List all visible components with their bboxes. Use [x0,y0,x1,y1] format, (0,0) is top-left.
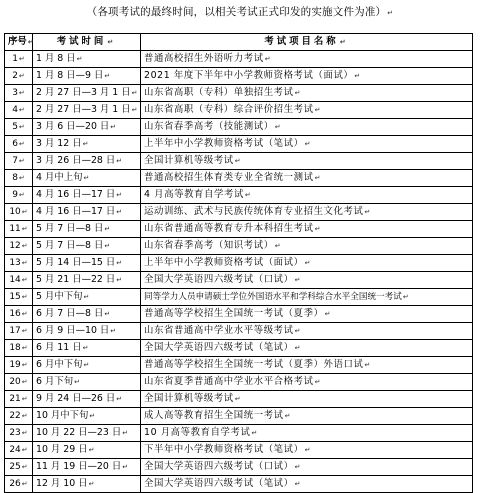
row-time-cell-text: 12 月 10 日 [36,478,88,489]
row-name-cell-text: 全国大学英语四六级考试（口试） [144,274,294,285]
row-name-cell [141,272,473,289]
row-time-cell-text: 10 月中下旬 [36,410,89,421]
row-time-cell [33,170,141,187]
row-time-cell [33,85,141,102]
row-name-cell-text: 山东省高职（专科）综合评价招生考试 [144,104,314,115]
row-time-cell [33,476,141,493]
paragraph-mark-icon: ↵ [314,378,322,386]
row-time-cell-text: 10 月 22 日—23 日 [36,427,122,438]
paragraph-mark-icon: ↵ [110,327,117,335]
row-num-cell [5,476,33,493]
row-num-cell [5,187,33,204]
row-time-cell-text: 1 月 8 日—9 日 [36,70,104,81]
paragraph-mark-icon: ↵ [314,174,322,182]
row-name-cell [141,85,473,102]
row-num-cell [5,119,33,136]
paragraph-mark-icon: ↵ [21,207,28,216]
row-name-cell-text: 普通高校招生体育类专业全省统一测试 [144,172,314,183]
paragraph-mark-icon: ↵ [284,412,292,420]
paragraph-mark-icon: ↵ [21,394,28,403]
paragraph-mark-icon: ↵ [21,445,28,454]
row-time-cell-text: 5 月 7 日—8 日 [36,223,104,234]
paragraph-mark-icon: ↵ [76,55,83,63]
paragraph-mark-icon: ↵ [304,446,312,454]
paragraph-mark-icon: ↵ [18,54,25,63]
paragraph-mark-icon: ↵ [104,72,111,80]
header-name: 考试项目名称↵ [141,34,473,51]
paragraph-mark-icon: ↵ [104,310,111,318]
row-num-cell-text: 20 [9,376,21,387]
row-name-cell [141,425,473,442]
row-time-cell [33,272,141,289]
table-row [5,255,473,272]
paragraph-mark-icon: ↵ [18,156,25,165]
row-name-cell [141,306,473,323]
row-name-cell-text: 上半年中小学教师资格考试（笔试） [144,138,304,149]
row-name-cell [141,476,473,493]
row-num-cell [5,136,33,153]
row-name-cell-text: 山东省普通高中学业水平等级考试 [144,325,294,336]
row-name-cell [141,340,473,357]
table-row [5,408,473,425]
row-name-cell-text: 成人高等教育招生全国统一考试 [144,410,284,421]
paragraph-mark-icon: ↵ [122,429,129,437]
paragraph-mark-icon: ↵ [122,463,129,471]
table-row [5,323,473,340]
paragraph-mark-icon: ↵ [18,190,25,199]
row-num-cell [5,272,33,289]
paragraph-mark-icon: ↵ [21,377,28,386]
row-num-cell-text: 4 [12,104,18,115]
row-time-cell-text: 3 月 12 日 [36,138,82,149]
row-name-cell-text: 同等学力人员申请硕士学位外国语水平和学科综合水平全国统一考试 [144,291,402,302]
paragraph-mark-icon: ↵ [21,428,28,437]
table-row [5,102,473,119]
row-num-cell [5,289,33,306]
table-row [5,425,473,442]
paragraph-mark-icon: ↵ [88,446,95,454]
paragraph-mark-icon: ↵ [116,276,123,284]
paragraph-mark-icon: ↵ [21,309,28,318]
row-name-cell-text: 普通高等学校招生全国统一考试（夏季） [144,308,324,319]
row-num-cell [5,51,33,68]
paragraph-mark-icon: ↵ [21,479,28,488]
row-name-cell [141,408,473,425]
paragraph-mark-icon: ↵ [116,395,123,403]
row-name-cell-text: 上半年中小学教师资格考试（面试） [144,257,304,268]
row-name-cell-text: 4 月高等教育自学考试 [144,189,244,200]
paragraph-mark-icon: ↵ [21,224,28,233]
row-num-cell-text: 14 [9,274,21,285]
row-num-cell [5,442,33,459]
paragraph-mark-icon: ↵ [264,55,272,63]
paragraph-mark-icon: ↵ [314,106,322,114]
paragraph-mark-icon: ↵ [304,259,312,267]
row-num-cell [5,221,33,238]
row-time-cell-text: 2 月 27 日—3 月 1 日 [36,87,131,98]
table-row [5,170,473,187]
row-time-cell-text: 3 月 6 日—20 日 [36,121,110,132]
note-text: （各项考试的最终时间，以相关考试正式印发的实施文件为准） [86,6,387,18]
row-name-cell-text: 全国计算机等级考试 [144,155,234,166]
row-time-cell [33,51,141,68]
row-name-cell-text: 全国大学英语四六级考试（笔试） [144,478,294,489]
row-name-cell [141,119,473,136]
row-num-cell-text: 21 [9,393,21,404]
row-name-cell-text: 山东省高职（专科）单独招生考试 [144,87,294,98]
row-name-cell-text: 下半年中小学教师资格考试（笔试） [144,444,304,455]
row-name-cell-text: 全国大学英语四六级考试（口试） [144,461,294,472]
paragraph-mark-icon: ↵ [21,275,28,284]
paragraph-mark-icon: ↵ [18,139,25,148]
table-row [5,391,473,408]
row-num-cell-text: 18 [9,342,21,353]
row-num-cell-text: 1 [12,53,18,64]
row-name-cell-text: 山东省春季高考（知识考试） [144,240,274,251]
row-time-cell-text: 6 月 7 日—8 日 [36,308,104,319]
row-name-cell [141,68,473,85]
paragraph-mark-icon: ↵ [83,361,90,369]
paragraph-mark-icon: ↵ [387,9,394,17]
row-name-cell [141,442,473,459]
row-name-cell [141,323,473,340]
row-time-cell-text: 6 月中下旬 [36,359,83,370]
row-time-cell-text: 2 月 27 日—3 月 1 日 [36,104,131,115]
row-time-cell-text: 5 月 7 日—8 日 [36,240,104,251]
paragraph-mark-icon: ↵ [104,242,111,250]
table-row [5,187,473,204]
table-row [5,459,473,476]
row-time-cell [33,187,141,204]
paragraph-mark-icon: ↵ [131,89,138,97]
row-num-cell-text: 7 [12,155,18,166]
row-name-cell [141,170,473,187]
row-time-cell [33,340,141,357]
row-time-cell-text: 4 月中上旬 [36,172,83,183]
row-time-cell [33,204,141,221]
row-num-cell-text: 24 [9,444,21,455]
row-name-cell [141,357,473,374]
row-num-cell [5,391,33,408]
paragraph-mark-icon: ↵ [294,327,302,335]
row-time-cell-text: 11 月 19 日—20 日 [36,461,122,472]
row-num-cell [5,255,33,272]
table-row [5,357,473,374]
row-name-cell [141,204,473,221]
row-num-cell [5,238,33,255]
row-num-cell [5,204,33,221]
paragraph-mark-icon: ↵ [324,310,332,318]
table-header-row [5,34,473,51]
paragraph-mark-icon: ↵ [116,191,123,199]
row-time-cell [33,459,141,476]
table-row [5,119,473,136]
row-time-cell [33,119,141,136]
paragraph-mark-icon: ↵ [89,412,96,420]
paragraph-mark-icon: ↵ [402,292,409,301]
paragraph-mark-icon: ↵ [244,191,252,199]
row-num-cell [5,68,33,85]
table-row [5,136,473,153]
table-row [5,340,473,357]
paragraph-mark-icon: ↵ [88,480,95,488]
row-time-cell [33,442,141,459]
row-time-cell-text: 9 月 24 日—26 日 [36,393,116,404]
row-name-cell-text: 运动训练、武术与民族传统体育专业招生文化考试 [144,206,364,217]
paragraph-mark-icon: ↵ [18,71,25,80]
row-time-cell-text: 10 月 29 日 [36,444,88,455]
row-num-cell [5,306,33,323]
row-num-cell-text: 17 [9,325,21,336]
row-name-cell-text: 10 月高等教育自学考试 [144,427,251,438]
paragraph-mark-icon: ↵ [294,463,302,471]
document-note [0,4,480,19]
paragraph-mark-icon: ↵ [274,242,282,250]
paragraph-mark-icon: ↵ [314,225,322,233]
table-row [5,476,473,493]
row-name-cell [141,102,473,119]
row-name-cell-text: 普通高等学校招生全国统一考试（夏季）外语口试 [144,359,364,370]
row-time-cell [33,136,141,153]
paragraph-mark-icon: ↵ [234,395,242,403]
row-num-cell-text: 19 [9,359,21,370]
exam-schedule-table [4,33,473,493]
paragraph-mark-icon: ↵ [82,140,89,148]
table-row [5,51,473,68]
paragraph-mark-icon: ↵ [21,258,28,267]
paragraph-mark-icon: ↵ [364,208,371,216]
row-time-cell [33,374,141,391]
paragraph-mark-icon: ↵ [21,343,28,352]
paragraph-mark-icon: ↵ [21,462,28,471]
row-name-cell [141,51,473,68]
row-time-cell [33,238,141,255]
paragraph-mark-icon: ↵ [21,241,28,250]
row-num-cell-text: 26 [9,478,21,489]
paragraph-mark-icon: ↵ [21,326,28,335]
row-num-cell [5,357,33,374]
row-name-cell [141,136,473,153]
table-row [5,85,473,102]
paragraph-mark-icon: ↵ [294,89,302,97]
table-row [5,238,473,255]
row-num-cell-text: 11 [9,223,21,234]
row-name-cell [141,221,473,238]
row-num-cell-text: 25 [9,461,21,472]
paragraph-mark-icon: ↵ [116,259,123,267]
paragraph-mark-icon: ↵ [274,123,282,131]
row-num-cell-text: 15 [9,291,21,302]
paragraph-mark-icon: ↵ [18,88,25,97]
paragraph-mark-icon: ↵ [82,344,89,352]
row-num-cell [5,425,33,442]
paragraph-mark-icon: ↵ [131,106,138,114]
paragraph-mark-icon: ↵ [304,140,312,148]
row-num-cell [5,170,33,187]
row-num-cell [5,323,33,340]
row-name-cell-text: 山东省春季高考（技能测试） [144,121,274,132]
paragraph-mark-icon: ↵ [74,378,80,386]
row-time-cell-text: 4 月 16 日—17 日 [36,206,116,217]
row-num-cell-text: 12 [9,240,21,251]
row-name-cell [141,374,473,391]
row-time-cell [33,153,141,170]
row-time-cell-text: 4 月 16 日—17 日 [36,189,116,200]
row-name-cell-text: 山东省夏季普通高中学业水平合格考试 [144,376,314,387]
table-row [5,306,473,323]
row-time-cell [33,408,141,425]
paragraph-mark-icon: ↵ [294,480,302,488]
row-time-cell-text: 6 月 11 日 [36,342,82,353]
row-name-cell-text: 全国大学英语四六级考试（笔试） [144,342,294,353]
row-time-cell [33,306,141,323]
paragraph-mark-icon: ↵ [83,293,90,301]
row-time-cell [33,357,141,374]
row-num-cell-text: 23 [9,427,21,438]
row-time-cell [33,425,141,442]
row-num-cell [5,340,33,357]
row-time-cell [33,391,141,408]
paragraph-mark-icon: ↵ [83,174,90,182]
table-row [5,153,473,170]
row-num-cell [5,408,33,425]
row-name-cell [141,153,473,170]
paragraph-mark-icon: ↵ [21,292,28,301]
paragraph-mark-icon: ↵ [251,429,258,437]
row-name-cell [141,255,473,272]
table-row [5,204,473,221]
row-name-cell [141,238,473,255]
header-num: 序号↵ [5,34,33,51]
row-time-cell-text: 1 月 8 日 [36,53,76,64]
paragraph-mark-icon: ↵ [21,360,28,369]
paragraph-mark-icon: ↵ [21,411,28,420]
row-time-cell [33,323,141,340]
row-num-cell [5,459,33,476]
row-num-cell-text: 6 [12,138,18,149]
row-name-cell [141,391,473,408]
paragraph-mark-icon: ↵ [110,123,117,131]
row-num-cell-text: 13 [9,257,21,268]
row-time-cell [33,289,141,306]
paragraph-mark-icon: ↵ [116,157,123,165]
row-num-cell-text: 5 [12,121,18,132]
row-num-cell [5,102,33,119]
paragraph-mark-icon: ↵ [294,276,302,284]
row-name-cell-text: 2021 年度下半年中小学教师资格考试（面试） [144,70,354,81]
row-time-cell [33,68,141,85]
row-num-cell [5,374,33,391]
row-time-cell-text: 6 月下旬 [36,376,74,387]
row-name-cell-text: 山东省普通高等教育专升本科招生考试 [144,223,314,234]
paragraph-mark-icon: ↵ [18,173,25,182]
table-row [5,221,473,238]
table-row [5,374,473,391]
paragraph-mark-icon: ↵ [354,72,361,80]
paragraph-mark-icon: ↵ [116,208,123,216]
row-time-cell-text: 5 月中下旬 [36,291,83,302]
paragraph-mark-icon: ↵ [234,157,242,165]
row-num-cell [5,85,33,102]
row-num-cell-text: 9 [12,189,18,200]
paragraph-mark-icon: ↵ [18,105,25,114]
row-name-cell [141,187,473,204]
row-time-cell [33,221,141,238]
row-time-cell-text: 6 月 9 日—10 日 [36,325,110,336]
row-name-cell-text: 全国计算机等级考试 [144,393,234,404]
row-time-cell-text: 5 月 14 日—15 日 [36,257,116,268]
table-row [5,289,473,306]
row-time-cell-text: 5 月 21 日—22 日 [36,274,116,285]
header-time: 考试时间↵ [33,34,141,51]
row-name-cell [141,289,473,306]
row-num-cell-text: 16 [9,308,21,319]
row-num-cell-text: 3 [12,87,18,98]
paragraph-mark-icon: ↵ [104,225,111,233]
table-row [5,442,473,459]
row-num-cell-text: 10 [9,206,21,217]
paragraph-mark-icon: ↵ [364,361,371,369]
row-name-cell [141,459,473,476]
row-num-cell-text: 8 [12,172,18,183]
row-num-cell [5,153,33,170]
row-time-cell-text: 3 月 26 日—28 日 [36,155,116,166]
table-row [5,272,473,289]
row-name-cell-text: 普通高校招生外语听力考试 [144,53,264,64]
paragraph-mark-icon: ↵ [294,344,302,352]
paragraph-mark-icon: ↵ [18,122,25,131]
row-num-cell-text: 22 [9,410,21,421]
table-row [5,68,473,85]
row-time-cell [33,102,141,119]
row-num-cell-text: 2 [12,70,18,81]
row-time-cell [33,255,141,272]
